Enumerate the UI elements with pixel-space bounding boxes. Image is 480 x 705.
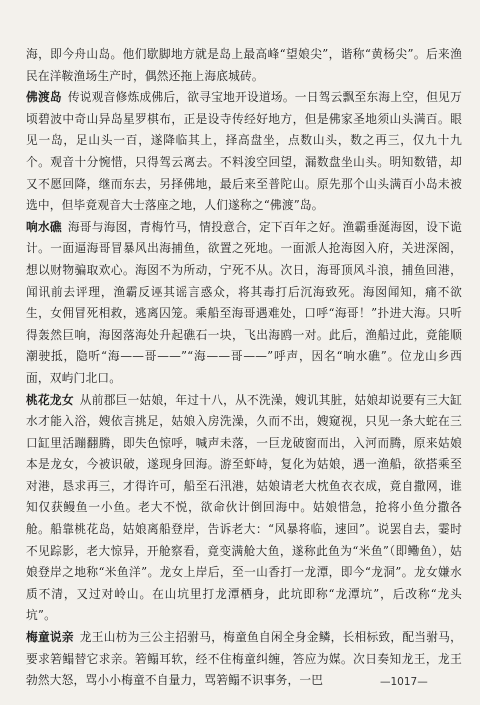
opening-paragraph: 海，即今舟山岛。他们歇脚地方就是岛上最高峰“望娘尖”，谐称“黄杨尖”。后来渔民在洋鞍渔场生产时，偶然还拖上海底城砖。 xyxy=(26,47,462,83)
section-heading: 桃花龙女 xyxy=(26,392,74,407)
section-body: 海哥与海囡，青梅竹马，情投意合，定下百年之好。渔霸垂涎海囡，设下诡计。一面逼海哥冒暴风出海捕鱼，欲置之死地。一面派人抢海囡入府，关进深阁，想以财物骗取欢心。海囡不为所动，宁死不从。次日，海哥顶风斗浪，捕鱼回港，闻讯前去评理，渔霸反诬其谣言惑众，将其毒打后沉海致死。海囡闻知，痛不欲生，女佣冒死相救，逃离囚笼。乘船至海哥遇难处，口呼“海哥！”扑进大海。只听得轰然巨响，海囡落海处升起礁石一块，飞出海鸥一对。此后，渔船过此，竟能顺潮驶抵，隐听“海——哥——”“海——哥——”呼声，因名“响水礁”。位龙山乡西面，双屿门北口。 xyxy=(26,219,462,385)
section-fodu xyxy=(26,87,462,217)
section-xiangshuijiao xyxy=(26,217,462,390)
page-number: —1017— xyxy=(380,676,428,688)
section-heading: 梅童说亲 xyxy=(26,630,74,645)
page-body xyxy=(26,44,462,692)
section-taohua-longnv xyxy=(26,390,462,628)
section-heading: 响水礁 xyxy=(26,219,62,234)
section-body: 从前郡巨一姑娘，年过十八，从不洗澡，嫂讥其脏，姑娘却说要有三大缸水才能入浴，嫂依言挑足，姑娘入房洗澡，久而不出，嫂窥视，只见一条大蛇在三口缸里活蹦翻腾，即失色惊呼，喊声未落，一巨龙破窗而出，入河而腾，原来姑娘本是龙女，今被识破，遂现身回海。游至虾峙，复化为姑娘，遇一渔船，欲搭乘至对港，恳求再三，才得许可，船至石汛港，姑娘请老大枕鱼衣衣成，竟自撒网，谁知仅获鳗鱼一小鱼。老大不悦，欲命伙计倒回海中。姑娘惜急，抢将小鱼分撒各舱。船靠桃花岛，姑娘离船登岸，告诉老大：“风暴将临，速回”。说罢自去，霎时不见踪影，老大惊异，开舱察看，竟变满舱大鱼，遂称此鱼为“米鱼”（即鳓鱼），姑娘登岸之地称“米鱼洋”。龙女上岸后，至一山香打一龙潭，即今“龙洞”。龙女嫌水质不清，又过对岭山。在山坑里打龙潭栖身，此坑即称“龙潭坑”，后改称“龙头坑”。 xyxy=(26,392,462,623)
section-body: 传说观音修炼成佛后，欲寻宝地开设道场。一日驾云飘至东海上空，但见万顷碧波中奇山异岛星罗棋布，正是设寺传经好地方，但是佛家圣地须山头满百。眼见一岛，足山头一百，遂降临其上，择高盘坐，点数山头，数之再三，仅九十九个。观音十分惋惜，只得驾云离去。不料浚空回望，漏数盘坐山头。明知数错，却又不愿回降，继而东去，另择佛地，最后来至普陀山。原先那个山头满百小岛未被选中，但毕竟观音大士落座之地，人们遂称之“佛渡”岛。 xyxy=(26,90,462,213)
section-heading: 佛渡岛 xyxy=(26,90,62,105)
section-body: 龙王山枋为三公主招驸马，梅童鱼自闲全身金鳞，长相标致，配当驸马，要求箬鳎替它求亲。箬鳎耳软，经不住梅童纠缠，答应为媒。次日奏知龙王，龙王勃然大怒，骂小小梅童不自量力，骂箬鳎不识事务，一巴 xyxy=(26,630,462,688)
